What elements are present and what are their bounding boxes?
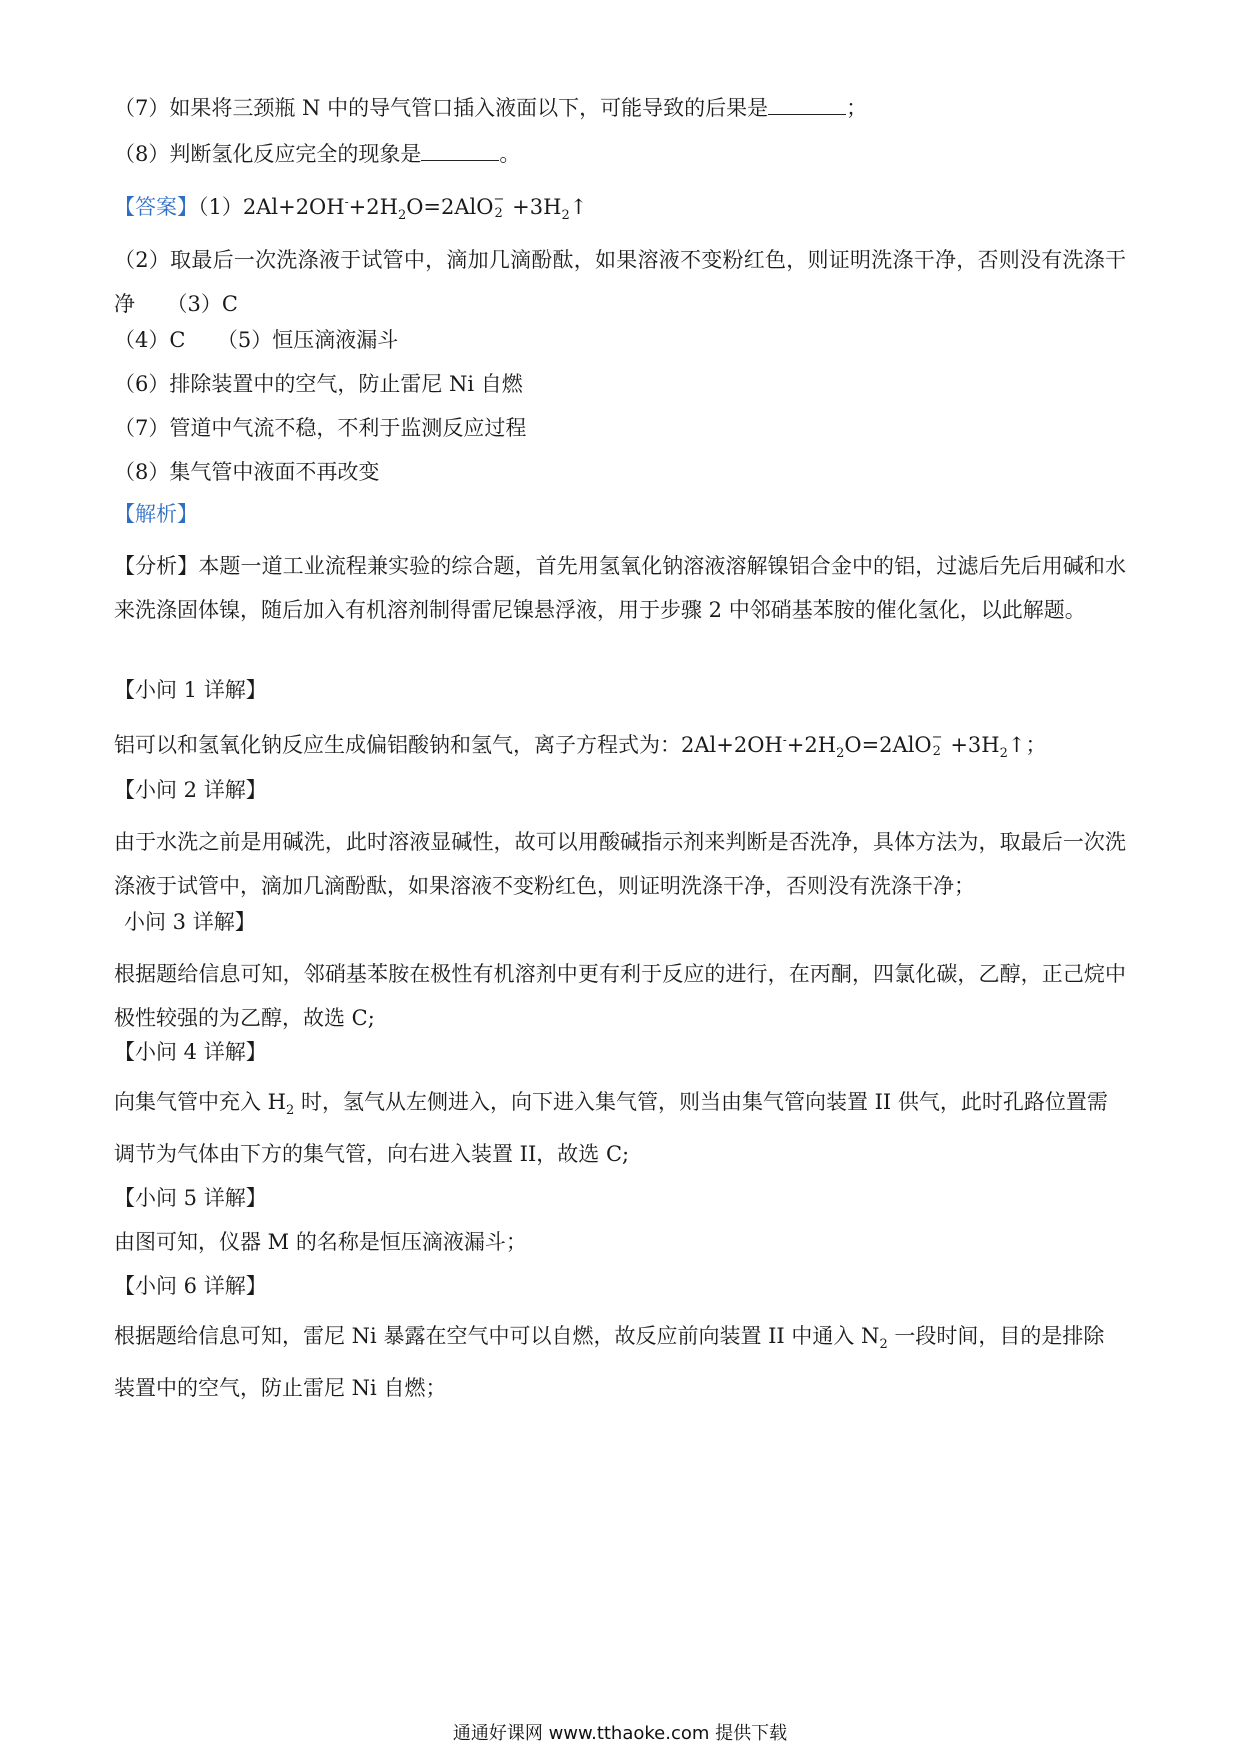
answer-4-5: （4）C （5）恒压滴液漏斗 bbox=[114, 328, 399, 352]
section-heading-1: 【小问 1 详解】 bbox=[114, 678, 267, 702]
answer-blank bbox=[421, 142, 499, 161]
answer-2-3: （2）取最后一次洗涤液于试管中，滴加几滴酚酞，如果溶液不变粉红色，则证明洗涤干净，否则没有洗涤干净 （3）C bbox=[114, 248, 1126, 316]
section-body-4a: 向集气管中充入 $H_2$ 时，氢气从左侧进入，向下进入集气管，则当由集气管向装置 II 供气，此时孔路位置需 bbox=[114, 1090, 1108, 1119]
footer-source: 通通好课网 www.tthaoke.com 提供下载 bbox=[452, 1723, 788, 1744]
question-7: （7）如果将三颈瓶 N 中的导气管口插入液面以下，可能导致的后果是 ； bbox=[114, 96, 868, 120]
section-body-6a: 根据题给信息可知，雷尼 Ni 暴露在空气中可以自燃，故反应前向装置 II 中通入 $N_2$ 一段时间，目的是排除 bbox=[114, 1324, 1105, 1353]
section-body-2: 由于水洗之前是用碱洗，此时溶液显碱性，故可以用酸碱指示剂来判断是否洗净，具体方法为，取最后一次洗涤液于试管中，滴加几滴酚酞，如果溶液不变粉红色，则证明洗涤干净，否则没有洗涤干净； bbox=[114, 830, 1126, 898]
section-body-4b: 调节为气体由下方的集气管，向右进入装置 II，故选 C; bbox=[114, 1142, 630, 1166]
answer-tag: 【答案】 bbox=[114, 195, 198, 219]
ion-charge: − 2 bbox=[931, 730, 943, 759]
answer-1: 【答案】$(1)2Al+2OH^-+2H_2O=2AlO$ − 2 $+3H_2↑$ bbox=[114, 192, 588, 224]
ion-charge: − 2 bbox=[493, 192, 505, 221]
analysis-tag: 【解析】 bbox=[114, 502, 198, 526]
section-body-6b: 装置中的空气，防止雷尼 Ni 自燃； bbox=[114, 1376, 447, 1400]
section-heading-2: 【小问 2 详解】 bbox=[114, 778, 267, 802]
section-heading-4: 【小问 4 详解】 bbox=[114, 1040, 267, 1064]
analysis-intro: 【分析】本题一道工业流程兼实验的综合题，首先用氢氧化钠溶液溶解镍铝合金中的铝，过滤后先后用碱和水来洗涤固体镍，随后加入有机溶剂制得雷尼镍悬浮液，用于步骤 2 中邻硝基苯胺的催化氢化，以此解题。 bbox=[114, 554, 1126, 622]
section-body-1: 铝可以和氢氧化钠反应生成偏铝酸钠和氢气，离子方程式为：$2Al+2OH^-+2H_2O=2AlO$ − 2 $+3H_2↑$； bbox=[114, 730, 1047, 762]
answer-8: （8）集气管中液面不再改变 bbox=[114, 460, 380, 484]
section-body-5: 由图可知，仪器 M 的名称是恒压滴液漏斗； bbox=[114, 1230, 527, 1254]
question-8: （8）判断氢化反应完全的现象是 。 bbox=[114, 142, 521, 166]
answer-6: （6）排除装置中的空气，防止雷尼 Ni 自燃 bbox=[114, 372, 523, 396]
section-heading-6: 【小问 6 详解】 bbox=[114, 1274, 267, 1298]
section-body-3: 根据题给信息可知，邻硝基苯胺在极性有机溶剂中更有利于反应的进行，在丙酮，四氯化碳，乙醇，正己烷中极性较强的为乙醇，故选 C; bbox=[114, 962, 1126, 1030]
answer-7: （7）管道中气流不稳，不利于监测反应过程 bbox=[114, 416, 527, 440]
answer-blank bbox=[768, 96, 846, 115]
section-heading-3: 小问 3 详解】 bbox=[124, 910, 256, 934]
section-heading-5: 【小问 5 详解】 bbox=[114, 1186, 267, 1210]
